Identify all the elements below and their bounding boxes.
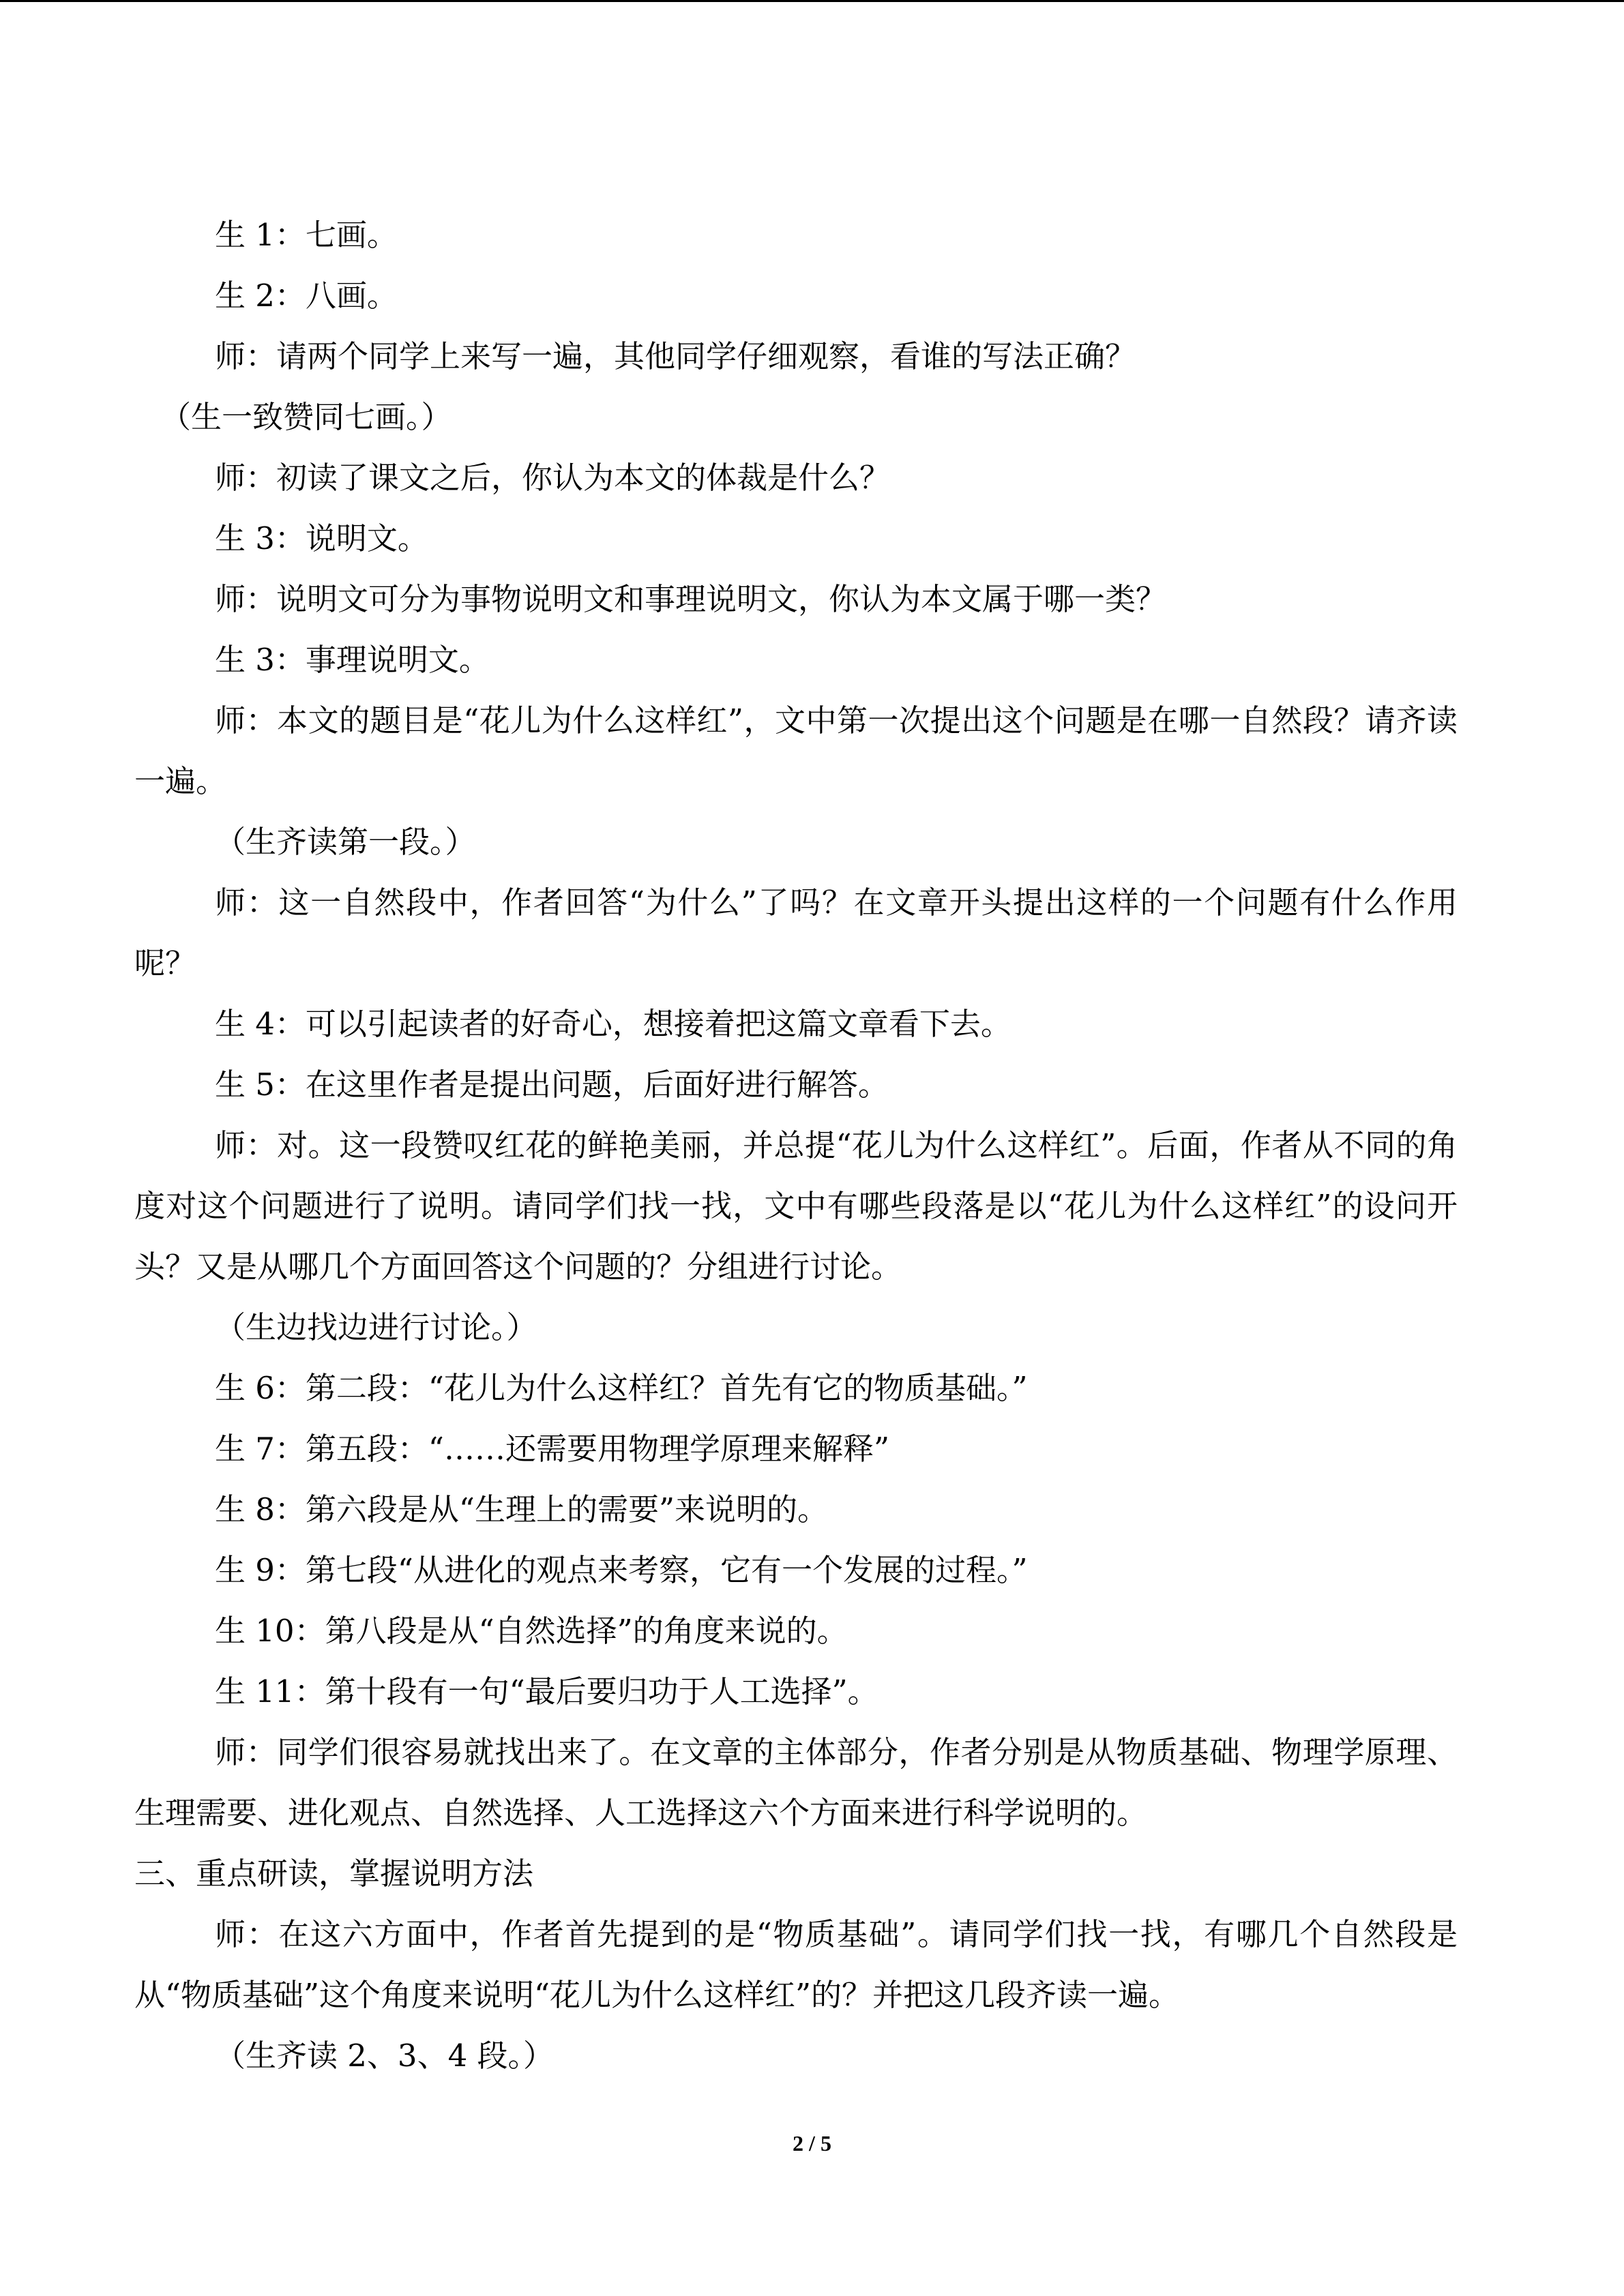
paragraph: （生齐读第一段。）: [215, 824, 476, 860]
paragraph: 生 11：第十段有一句“最后要归功于人工选择”。: [215, 1673, 879, 1710]
paragraph: 生 5：在这里作者是提出问题，后面好进行解答。: [215, 1067, 889, 1103]
section-heading: 三、重点研读，掌握说明方法: [134, 1855, 534, 1892]
paragraph: （生齐读 2、3、4 段。）: [215, 2038, 555, 2074]
paragraph: 生 1：七画。: [215, 217, 398, 253]
paragraph: 师：请两个同学上来写一遍，其他同学仔细观察，看谁的写法正确？: [215, 338, 1136, 374]
paragraph: 生 4：可以引起读者的好奇心，想接着把这篇文章看下去。: [215, 1006, 1012, 1042]
paragraph: 生 3：事理说明文。: [215, 642, 490, 678]
paragraph: 师：本文的题目是“花儿为什么这样红”，文中第一次提出这个问题是在哪一自然段？请齐读一遍。: [134, 702, 1458, 799]
paragraph: 生 10：第八段是从“自然选择”的角度来说的。: [215, 1613, 848, 1649]
paragraph: 师：初读了课文之后，你认为本文的体裁是什么？: [215, 460, 891, 496]
page-number: 2 / 5: [793, 2131, 831, 2156]
paragraph: 师：这一自然段中，作者回答“为什么”了吗？在文章开头提出这样的一个问题有什么作用呢？: [134, 884, 1458, 981]
paragraph: 师：对。这一段赞叹红花的鲜艳美丽，并总提“花儿为什么这样红”。后面，作者从不同的角度对这个问题进行了说明。请同学们找一找，文中有哪些段落是以“花儿为什么这样红”的设问开头？又是从哪几个方面回答这个问题的？分组进行讨论。: [134, 1127, 1458, 1285]
paragraph: 师：说明文可分为事物说明文和事理说明文，你认为本文属于哪一类？: [215, 581, 1167, 617]
paragraph: 生 3：说明文。: [215, 520, 428, 556]
paragraph: 师：同学们很容易就找出来了。在文章的主体部分，作者分别是从物质基础、物理学原理、生理需要、进化观点、自然选择、人工选择这六个方面来进行科学说明的。: [134, 1734, 1458, 1831]
paragraph: 生 6：第二段：“花儿为什么这样红？首先有它的物质基础。”: [215, 1370, 1028, 1406]
paragraph: 师：在这六方面中，作者首先提到的是“物质基础”。请同学们找一找，有哪几个自然段是从“物质基础”这个角度来说明“花儿为什么这样红”的？并把这几段齐读一遍。: [134, 1916, 1458, 2013]
paragraph: （生一致赞同七画。）: [160, 399, 452, 435]
paragraph: 生 7：第五段：“……还需要用物理学原理来解释”: [215, 1431, 889, 1467]
paragraph: 生 9：第七段“从进化的观点来考察，它有一个发展的过程。”: [215, 1552, 1028, 1588]
paragraph: 生 8：第六段是从“生理上的需要”来说明的。: [215, 1491, 828, 1527]
paragraph: 生 2：八画。: [215, 278, 398, 314]
document-body: [134, 205, 1458, 2086]
paragraph: （生边找边进行讨论。）: [215, 1309, 537, 1345]
top-border: [0, 0, 1624, 2]
